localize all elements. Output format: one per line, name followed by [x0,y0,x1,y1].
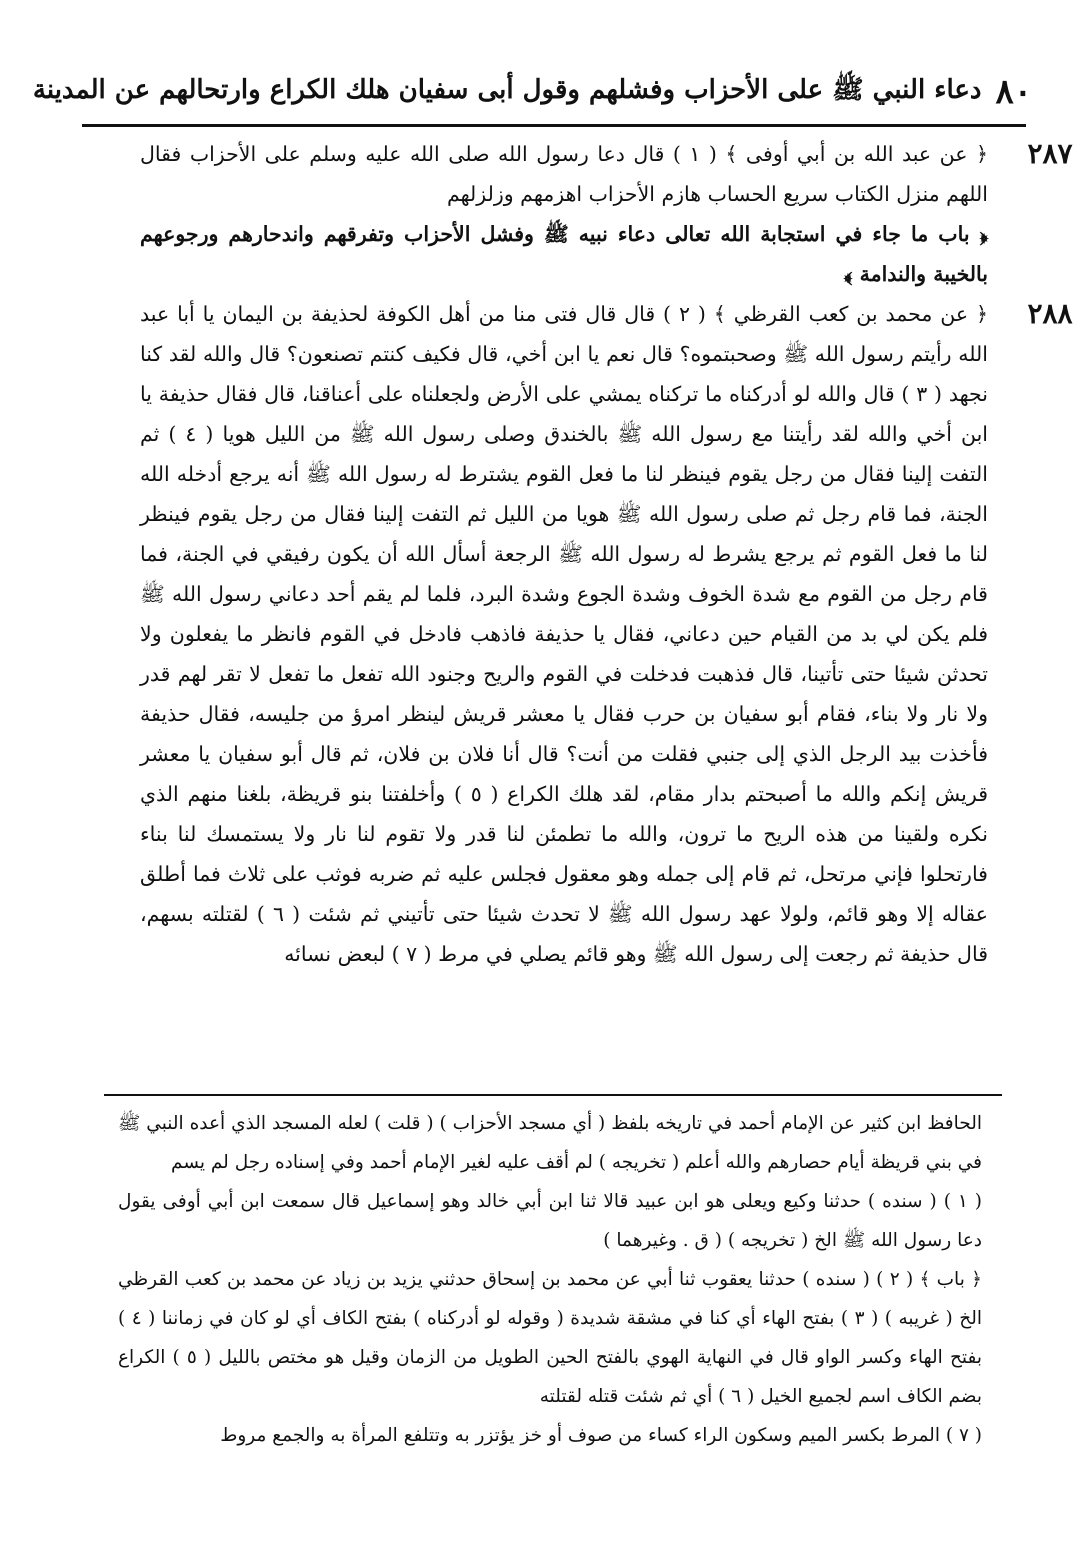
footnotes [118,1104,982,1455]
hadith-number: ٢٨٨ [1027,297,1073,330]
chapter-heading [140,214,988,294]
footnote: ﴿ باب ﴾ ( ٢ ) ( سنده ) حدثنا يعقوب ثنا أبي عن محمد بن إسحاق حدثني يزيد بن زياد عن محمد بن كعب القرظي الخ ( غريبه ) ( ٣ ) بفتح الهاء أي كنا في مشقة شديدة ( وقوله لو أدركناه ) بفتح الكاف أي لو كان في زماننا ( ٤ ) بفتح الهاء وكسر الواو قال في النهاية الهوي بالفتح الحين الطويل من الزمان وقيل هو مختص بالليل ( ٥ ) الكراع بضم الكاف اسم لجميع الخيل ( ٦ ) أي ثم شئت قتله لقتلته [118,1269,982,1407]
chapter-heading-text: ﴿ باب ما جاء في استجابة الله تعالى دعاء نبيه ﷺ وفشل الأحزاب وتفرقهم واندحارهم ورجوعهم بالخيبة والندامة ﴾ [140,222,988,286]
footnote: ( ٧ ) المرط بكسر الميم وسكون الراء كساء من صوف أو خز يؤتزر به وتتلفع المرأة به والجمع مروط [220,1425,982,1446]
hadith-paragraph [140,134,1073,214]
hadith-text: ﴿ عن عبد الله بن أبي أوفى ﴾ ( ١ ) قال دعا رسول الله صلى الله عليه وسلم على الأحزاب فقال اللهم منزل الكتاب سريع الحساب هازم الأحزاب اهزمهم وزلزلهم [140,142,988,206]
main-text [140,134,1073,974]
page-number: ٨٠ [995,72,1032,112]
footnote: الحافظ ابن كثير عن الإمام أحمد في تاريخه بلفظ ( أي مسجد الأحزاب ) ( قلت ) لعله المسجد الذي أعده النبي ﷺ في بني قريظة أيام حصارهم والله أعلم ( تخريجه ) لم أقف عليه لغير الإمام أحمد وفي إسناده رجل لم يسم [118,1113,982,1173]
footnote: ( ١ ) ( سنده ) حدثنا وكيع ويعلى هو ابن عبيد قالا ثنا ابن أبي خالد وهو إسماعيل قال سمعت ابن أبي أوفى يقول دعا رسول الله ﷺ الخ ( تخريجه ) ( ق . وغيرهما ) [118,1191,982,1251]
hadith-text: ﴿ عن محمد بن كعب القرظي ﴾ ( ٢ ) قال قال فتى منا من أهل الكوفة لحذيفة بن اليمان يا أبا عبد الله رأيتم رسول الله ﷺ وصحبتموه؟ قال نعم يا ابن أخي، قال فكيف كنتم تصنعون؟ قال والله لقد كنا نجهد ( ٣ ) قال والله لو أدركناه ما تركناه يمشي على الأرض ولجعلناه على أعناقنا، قال فقال حذيفة يا ابن أخي والله لقد رأيتنا مع رسول الله ﷺ بالخندق وصلى رسول الله ﷺ من الليل هويا ( ٤ ) ثم التفت إلينا فقال من رجل يقوم فينظر لنا ما فعل القوم يشترط له رسول الله ﷺ أنه يرجع أدخله الله الجنة، فما قام رجل ثم صلى رسول الله ﷺ هويا من الليل ثم التفت إلينا فقال من رجل يقوم فينظر لنا ما فعل القوم ثم يرجع يشرط له رسول الله ﷺ الرجعة أسأل الله أن يكون رفيقي في الجنة، فما قام رجل من القوم مع شدة الخوف وشدة الجوع وشدة البرد، فلما لم يقم أحد دعاني رسول الله ﷺ فلم يكن لي بد من القيام حين دعاني، فقال يا حذيفة فاذهب فادخل في القوم فانظر ما يفعلون ولا تحدثن شيئا حتى تأتينا، قال فذهبت فدخلت في القوم والريح وجنود الله تفعل ما تفعل لا تقر لهم قدر ولا نار ولا بناء، فقام أبو سفيان بن حرب فقال يا معشر قريش لينظر امرؤ من جليسه، فقال حذيفة فأخذت بيد الرجل الذي إلى جنبي فقلت من أنت؟ قال أنا فلان بن فلان، ثم قال أبو سفيان يا معشر قريش إنكم والله ما أصبحتم بدار مقام، لقد هلك الكراع ( ٥ ) وأخلفتنا بنو قريظة، بلغنا منهم الذي نكره ولقينا من هذه الريح ما ترون، والله ما تطمئن لنا قدر ولا تقوم لنا نار ولا يستمسك لنا بناء فارتحلوا فإني مرتحل، ثم قام إلى جمله وهو معقول فجلس عليه ثم ضربه فوثب على ثلاث فما أطلق عقاله إلا وهو قائم، ولولا عهد رسول الله ﷺ لا تحدث شيئا حتى تأتيني ثم شئت ( ٦ ) لقتلته بسهم، قال حذيفة ثم رجعت إلى رسول الله ﷺ وهو قائم يصلي في مرط ( ٧ ) لبعض نسائه [140,302,989,966]
hadith-number: ٢٨٧ [1027,137,1073,170]
running-title: دعاء النبي ﷺ على الأحزاب وفشلهم وقول أبى سفيان هلك الكراع وارتحالهم عن المدينة [32,75,982,105]
hadith-paragraph [140,294,1073,974]
page-header [32,62,1032,122]
header-rule [82,124,1026,127]
footnote-rule [104,1094,1002,1096]
